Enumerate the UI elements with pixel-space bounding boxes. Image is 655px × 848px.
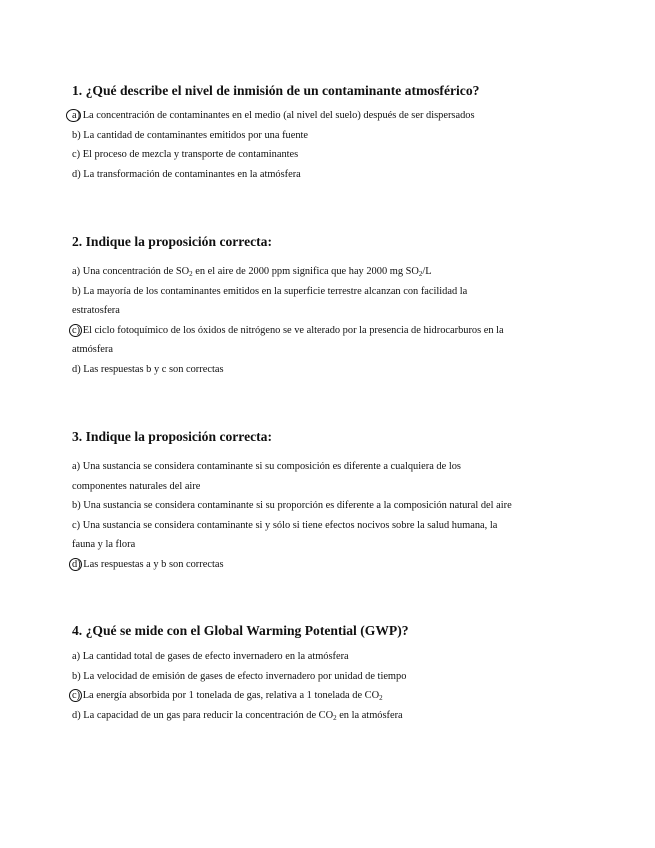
option-text: en el aire de 2000 ppm significa que hay 2000 mg SO	[192, 266, 419, 277]
question-2-option-d[interactable]	[72, 360, 632, 380]
option-text: en la atmósfera	[336, 709, 403, 721]
question-1-option-a[interactable]	[72, 106, 632, 126]
option-text: Las respuestas a y b son correctas	[83, 558, 224, 570]
question-2-title: 2. Indique la proposición correcta:	[72, 234, 273, 249]
option-text-continued: estratosfera	[72, 305, 120, 316]
answer-circle-mark: a)	[72, 106, 80, 126]
option-letter: a)	[72, 266, 81, 277]
option-letter: d)	[72, 168, 81, 180]
option-letter: c)	[72, 149, 81, 160]
option-letter: a)	[72, 651, 81, 662]
option-letter: d)	[72, 363, 81, 375]
question-2-option-a[interactable]	[72, 262, 632, 282]
option-letter: b)	[72, 129, 81, 141]
question-3-option-a[interactable]	[72, 457, 632, 496]
option-text: La energía absorbida por 1 tonelada de gas, relativa a 1 tonelada de CO	[82, 690, 380, 701]
option-text: La transformación de contaminantes en la atmósfera	[83, 168, 301, 180]
answer-circle-mark: c)	[72, 686, 80, 706]
option-letter: c)	[72, 519, 81, 531]
question-4-title: 4. ¿Qué se mide con el Global Warming Potential (GWP)?	[72, 623, 409, 638]
option-letter: d)	[72, 709, 81, 721]
subscript: 2	[418, 270, 423, 278]
option-text: El ciclo fotoquímico de los óxidos de nitrógeno se ve alterado por la presencia de hidrocarburos en la	[82, 324, 504, 336]
option-text: La cantidad total de gases de efecto invernadero en la atmósfera	[82, 651, 349, 662]
option-text: Las respuestas b y c son correctas	[83, 363, 224, 375]
question-1-option-c[interactable]	[72, 145, 632, 165]
subscript: 2	[379, 694, 383, 702]
option-text: Una sustancia se considera contaminante si su proporción es diferente a la composición natural del aire	[83, 500, 512, 511]
answer-circle-mark: d)	[72, 555, 81, 575]
subscript: 2	[333, 713, 337, 722]
option-letter: b)	[72, 670, 81, 682]
option-text-continued: componentes naturales del aire	[72, 480, 201, 492]
option-text-continued: fauna y la flora	[72, 539, 136, 550]
question-1-title: 1. ¿Qué describe el nivel de inmisión de un contaminante atmosférico?	[72, 83, 480, 98]
question-3-title: 3. Indique la proposición correcta:	[72, 429, 273, 444]
question-4-option-a[interactable]	[72, 647, 632, 667]
subscript: 2	[189, 270, 193, 278]
option-letter: b)	[72, 500, 81, 511]
question-3-option-b[interactable]	[72, 496, 632, 516]
question-2-option-b[interactable]	[72, 282, 632, 321]
question-3-option-c[interactable]	[72, 516, 632, 555]
option-text: La concentración de contaminantes en el medio (al nivel del suelo) después de ser dispersados	[82, 110, 475, 121]
question-4-option-c[interactable]	[72, 686, 632, 706]
answer-circle-mark: c)	[72, 321, 80, 341]
question-4	[72, 622, 632, 725]
option-letter: a)	[72, 461, 81, 472]
option-text-continued: atmósfera	[72, 344, 113, 355]
option-text: Una sustancia se considera contaminante si y sólo si tiene efectos nocivos sobre la salud humana, la	[82, 519, 498, 531]
question-1	[72, 82, 632, 184]
question-2-option-c[interactable]	[72, 321, 632, 360]
option-text: El proceso de mezcla y transporte de contaminantes	[82, 149, 299, 160]
option-text: Una sustancia se considera contaminante si su composición es diferente a cualquiera de los	[82, 461, 461, 472]
option-text: La capacidad de un gas para reducir la concentración de CO	[83, 709, 334, 721]
question-3-option-d[interactable]	[72, 555, 632, 575]
option-text: /L	[422, 266, 432, 277]
option-text: La mayoría de los contaminantes emitidos en la superficie terrestre alcanzan con facilidad la	[83, 285, 468, 297]
question-2	[72, 233, 632, 379]
question-4-option-d[interactable]	[72, 706, 632, 726]
question-1-option-b[interactable]	[72, 126, 632, 146]
question-4-option-b[interactable]	[72, 667, 632, 687]
option-text: La velocidad de emisión de gases de efecto invernadero por unidad de tiempo	[83, 670, 407, 682]
option-text: La cantidad de contaminantes emitidos por una fuente	[83, 129, 309, 141]
option-text: Una concentración de SO	[82, 266, 190, 277]
question-1-option-d[interactable]	[72, 165, 632, 185]
question-3	[72, 428, 632, 574]
option-letter: b)	[72, 285, 81, 297]
